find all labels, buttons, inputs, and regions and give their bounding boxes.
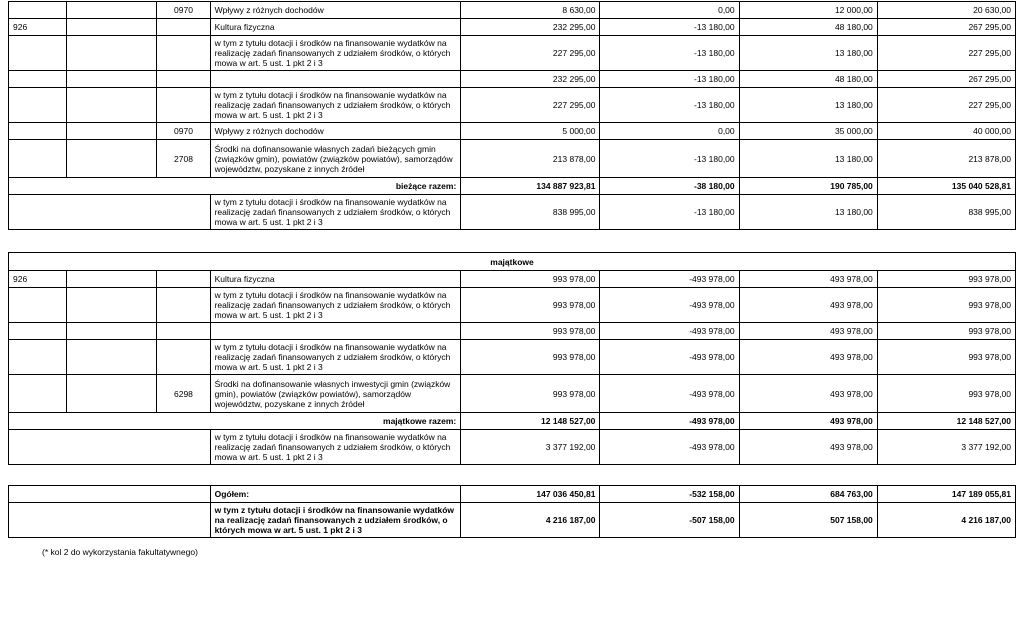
value-cell: 3 377 192,00 bbox=[877, 430, 1015, 465]
value-cell: 838 995,00 bbox=[877, 195, 1015, 230]
rozdzial-cell bbox=[67, 375, 157, 413]
value-cell: 227 295,00 bbox=[461, 88, 600, 123]
paragraf-cell bbox=[157, 36, 210, 71]
grand-total-row bbox=[9, 486, 1016, 503]
value-cell: 493 978,00 bbox=[739, 288, 877, 323]
value-cell: 993 978,00 bbox=[461, 375, 600, 413]
table-row bbox=[9, 36, 1016, 71]
dzial-cell bbox=[9, 323, 67, 340]
total-subrow bbox=[9, 430, 1016, 465]
value-cell: -493 978,00 bbox=[600, 288, 739, 323]
value-cell: 13 180,00 bbox=[739, 36, 877, 71]
value-cell: 493 978,00 bbox=[739, 430, 877, 465]
description-cell: w tym z tytułu dotacji i środków na finansowanie wydatków na realizację zadań finansowanych z udziałem środków, o których mowa w art. 5 ust. 1 pkt 2 i 3 bbox=[210, 288, 461, 323]
value-cell: 213 878,00 bbox=[461, 140, 600, 178]
current-income-table bbox=[8, 1, 1016, 230]
value-cell: -493 978,00 bbox=[600, 323, 739, 340]
paragraf-cell: 2708 bbox=[157, 140, 210, 178]
table-row bbox=[9, 19, 1016, 36]
total-value: 190 785,00 bbox=[739, 178, 877, 195]
value-cell: 0,00 bbox=[600, 2, 739, 19]
value-cell: 4 216 187,00 bbox=[877, 503, 1015, 538]
description-cell bbox=[210, 323, 461, 340]
value-cell: 227 295,00 bbox=[461, 36, 600, 71]
value-cell: -13 180,00 bbox=[600, 140, 739, 178]
rozdzial-cell bbox=[67, 271, 157, 288]
rozdzial-cell bbox=[67, 323, 157, 340]
total-row bbox=[9, 178, 1016, 195]
dzial-cell bbox=[9, 2, 67, 19]
value-cell: 493 978,00 bbox=[739, 271, 877, 288]
total-value: -38 180,00 bbox=[600, 178, 739, 195]
value-cell: -493 978,00 bbox=[600, 430, 739, 465]
footnote: (* kol 2 do wykorzystania fakultatywnego) bbox=[42, 547, 198, 557]
value-cell: 993 978,00 bbox=[461, 288, 600, 323]
empty-cell bbox=[9, 486, 211, 503]
total-label: bieżące razem: bbox=[9, 178, 461, 195]
grand-total-value: -532 158,00 bbox=[600, 486, 739, 503]
value-cell: 993 978,00 bbox=[461, 323, 600, 340]
section-header-row bbox=[9, 253, 1016, 271]
paragraf-cell bbox=[157, 271, 210, 288]
value-cell: -13 180,00 bbox=[600, 88, 739, 123]
value-cell: -13 180,00 bbox=[600, 71, 739, 88]
value-cell: 493 978,00 bbox=[739, 323, 877, 340]
value-cell: 227 295,00 bbox=[877, 36, 1015, 71]
section-title: majątkowe bbox=[9, 253, 1016, 271]
table-row bbox=[9, 375, 1016, 413]
value-cell: -493 978,00 bbox=[600, 340, 739, 375]
paragraf-cell: 0970 bbox=[157, 2, 210, 19]
value-cell: 993 978,00 bbox=[877, 375, 1015, 413]
dzial-cell bbox=[9, 340, 67, 375]
value-cell: 35 000,00 bbox=[739, 123, 877, 140]
paragraf-cell: 0970 bbox=[157, 123, 210, 140]
rozdzial-cell bbox=[67, 19, 157, 36]
description-cell: Wpływy z różnych dochodów bbox=[210, 2, 461, 19]
paragraf-cell bbox=[157, 323, 210, 340]
value-cell: 232 295,00 bbox=[461, 19, 600, 36]
paragraf-cell bbox=[157, 71, 210, 88]
dzial-cell bbox=[9, 123, 67, 140]
value-cell: 5 000,00 bbox=[461, 123, 600, 140]
description-cell: Wpływy z różnych dochodów bbox=[210, 123, 461, 140]
value-cell: -507 158,00 bbox=[600, 503, 739, 538]
table-row bbox=[9, 323, 1016, 340]
grand-total-table bbox=[8, 485, 1016, 538]
rozdzial-cell bbox=[67, 88, 157, 123]
table-row bbox=[9, 140, 1016, 178]
table-row bbox=[9, 71, 1016, 88]
rozdzial-cell bbox=[67, 140, 157, 178]
grand-total-label: Ogółem: bbox=[210, 486, 461, 503]
grand-total-value: 147 036 450,81 bbox=[461, 486, 600, 503]
value-cell: 12 000,00 bbox=[739, 2, 877, 19]
rozdzial-cell bbox=[67, 288, 157, 323]
table-row bbox=[9, 271, 1016, 288]
description-cell: w tym z tytułu dotacji i środków na finansowanie wydatków na realizację zadań finansowanych z udziałem środków, o których mowa w art. 5 ust. 1 pkt 2 i 3 bbox=[210, 340, 461, 375]
paragraf-cell bbox=[157, 19, 210, 36]
empty-cell bbox=[9, 503, 211, 538]
value-cell: 0,00 bbox=[600, 123, 739, 140]
description-cell: w tym z tytułu dotacji i środków na finansowanie wydatków na realizację zadań finansowanych z udziałem środków, o których mowa w art. 5 ust. 1 pkt 2 i 3 bbox=[210, 503, 461, 538]
table-row bbox=[9, 288, 1016, 323]
value-cell: 838 995,00 bbox=[461, 195, 600, 230]
description-cell: w tym z tytułu dotacji i środków na finansowanie wydatków na realizację zadań finansowanych z udziałem środków, o których mowa w art. 5 ust. 1 pkt 2 i 3 bbox=[210, 36, 461, 71]
rozdzial-cell bbox=[67, 36, 157, 71]
paragraf-cell bbox=[157, 88, 210, 123]
value-cell: 267 295,00 bbox=[877, 19, 1015, 36]
value-cell: 227 295,00 bbox=[877, 88, 1015, 123]
value-cell: -493 978,00 bbox=[600, 375, 739, 413]
value-cell: 507 158,00 bbox=[739, 503, 877, 538]
value-cell: 48 180,00 bbox=[739, 71, 877, 88]
paragraf-cell: 6298 bbox=[157, 375, 210, 413]
total-label: majątkowe razem: bbox=[9, 413, 461, 430]
value-cell: 13 180,00 bbox=[739, 88, 877, 123]
total-value: 134 887 923,81 bbox=[461, 178, 600, 195]
description-cell bbox=[210, 71, 461, 88]
total-subrow bbox=[9, 195, 1016, 230]
value-cell: -13 180,00 bbox=[600, 19, 739, 36]
value-cell: 267 295,00 bbox=[877, 71, 1015, 88]
value-cell: -493 978,00 bbox=[600, 271, 739, 288]
value-cell: 13 180,00 bbox=[739, 140, 877, 178]
value-cell: 493 978,00 bbox=[739, 375, 877, 413]
description-cell: Środki na dofinansowanie własnych inwestycji gmin (związków gmin), powiatów (związków powiatów), samorządów województw, pozyskane z innych źródeł bbox=[210, 375, 461, 413]
dzial-cell bbox=[9, 288, 67, 323]
empty-cell bbox=[9, 195, 211, 230]
grand-total-value: 684 763,00 bbox=[739, 486, 877, 503]
value-cell: 13 180,00 bbox=[739, 195, 877, 230]
value-cell: 8 630,00 bbox=[461, 2, 600, 19]
rozdzial-cell bbox=[67, 123, 157, 140]
dzial-cell bbox=[9, 375, 67, 413]
total-value: 135 040 528,81 bbox=[877, 178, 1015, 195]
value-cell: 3 377 192,00 bbox=[461, 430, 600, 465]
dzial-cell bbox=[9, 140, 67, 178]
value-cell: 993 978,00 bbox=[877, 340, 1015, 375]
total-row bbox=[9, 413, 1016, 430]
value-cell: 20 630,00 bbox=[877, 2, 1015, 19]
grand-total-value: 147 189 055,81 bbox=[877, 486, 1015, 503]
capital-income-table bbox=[8, 252, 1016, 465]
rozdzial-cell bbox=[67, 340, 157, 375]
description-cell: w tym z tytułu dotacji i środków na finansowanie wydatków na realizację zadań finansowanych z udziałem środków, o których mowa w art. 5 ust. 1 pkt 2 i 3 bbox=[210, 195, 461, 230]
rozdzial-cell bbox=[67, 71, 157, 88]
value-cell: 232 295,00 bbox=[461, 71, 600, 88]
dzial-cell bbox=[9, 88, 67, 123]
dzial-cell: 926 bbox=[9, 19, 67, 36]
description-cell: w tym z tytułu dotacji i środków na finansowanie wydatków na realizację zadań finansowanych z udziałem środków, o których mowa w art. 5 ust. 1 pkt 2 i 3 bbox=[210, 88, 461, 123]
description-cell: Kultura fizyczna bbox=[210, 19, 461, 36]
description-cell: Środki na dofinansowanie własnych zadań bieżących gmin (związków gmin), powiatów (związków powiatów), samorządów województw, pozyskane z innych źródeł bbox=[210, 140, 461, 178]
description-cell: Kultura fizyczna bbox=[210, 271, 461, 288]
table-row bbox=[9, 340, 1016, 375]
value-cell: -13 180,00 bbox=[600, 36, 739, 71]
value-cell: 4 216 187,00 bbox=[461, 503, 600, 538]
dzial-cell bbox=[9, 36, 67, 71]
dzial-cell: 926 bbox=[9, 271, 67, 288]
value-cell: 993 978,00 bbox=[461, 340, 600, 375]
total-value: -493 978,00 bbox=[600, 413, 739, 430]
value-cell: 213 878,00 bbox=[877, 140, 1015, 178]
dzial-cell bbox=[9, 71, 67, 88]
paragraf-cell bbox=[157, 288, 210, 323]
table-row bbox=[9, 123, 1016, 140]
rozdzial-cell bbox=[67, 2, 157, 19]
value-cell: 493 978,00 bbox=[739, 340, 877, 375]
value-cell: 993 978,00 bbox=[877, 288, 1015, 323]
table-row bbox=[9, 88, 1016, 123]
value-cell: 48 180,00 bbox=[739, 19, 877, 36]
value-cell: -13 180,00 bbox=[600, 195, 739, 230]
table-row bbox=[9, 2, 1016, 19]
total-value: 12 148 527,00 bbox=[461, 413, 600, 430]
paragraf-cell bbox=[157, 340, 210, 375]
total-value: 493 978,00 bbox=[739, 413, 877, 430]
value-cell: 993 978,00 bbox=[877, 323, 1015, 340]
value-cell: 40 000,00 bbox=[877, 123, 1015, 140]
description-cell: w tym z tytułu dotacji i środków na finansowanie wydatków na realizację zadań finansowanych z udziałem środków, o których mowa w art. 5 ust. 1 pkt 2 i 3 bbox=[210, 430, 461, 465]
total-value: 12 148 527,00 bbox=[877, 413, 1015, 430]
value-cell: 993 978,00 bbox=[461, 271, 600, 288]
value-cell: 993 978,00 bbox=[877, 271, 1015, 288]
empty-cell bbox=[9, 430, 211, 465]
grand-total-subrow bbox=[9, 503, 1016, 538]
